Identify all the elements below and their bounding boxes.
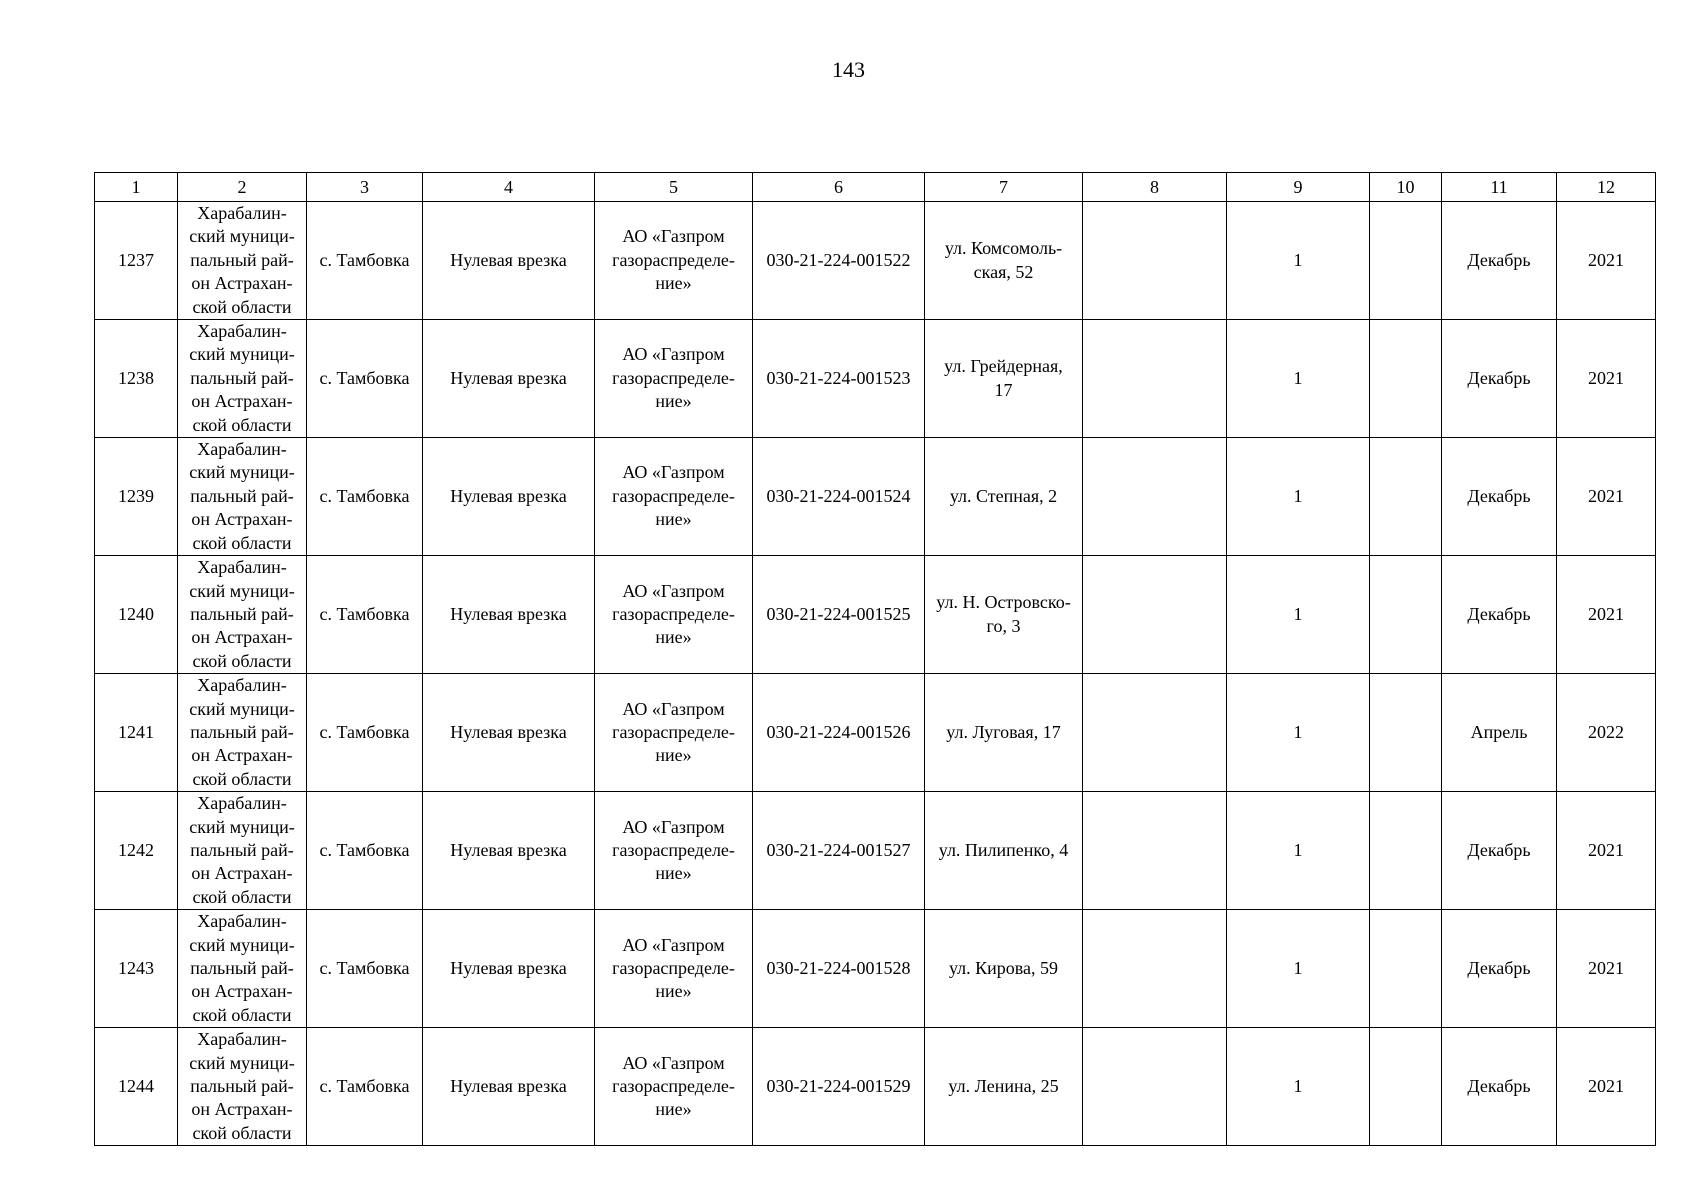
quantity-text: 1 [1293, 367, 1303, 388]
address-cell [925, 556, 1083, 674]
address-text: ул. Комсомоль- ская, 52 [944, 238, 1063, 282]
quantity-cell [1227, 674, 1370, 792]
empty-cell-8 [1083, 202, 1227, 320]
address-text: ул. Н. Островско- го, 3 [936, 592, 1071, 636]
connection-type-cell [423, 1028, 595, 1146]
settlement-cell [307, 910, 423, 1028]
year-cell [1557, 438, 1656, 556]
year-cell [1557, 792, 1656, 910]
object-code-cell [753, 320, 925, 438]
connection-type-text: Нулевая врезка [450, 839, 567, 860]
table-row [95, 910, 1656, 1028]
row-number-text: 1240 [118, 603, 154, 624]
settlement-cell [307, 674, 423, 792]
month-text: Декабрь [1467, 839, 1531, 860]
quantity-cell [1227, 1028, 1370, 1146]
address-text: ул. Степная, 2 [949, 485, 1058, 506]
address-cell [925, 792, 1083, 910]
year-text: 2022 [1588, 721, 1624, 742]
header-cell: 1 [95, 173, 178, 202]
connection-type-cell [423, 674, 595, 792]
year-text: 2021 [1588, 249, 1624, 270]
empty-cell-10 [1370, 320, 1442, 438]
month-text: Декабрь [1467, 367, 1531, 388]
year-cell [1557, 1028, 1656, 1146]
empty-cell-10 [1370, 910, 1442, 1028]
month-cell [1442, 1028, 1557, 1146]
table-row [95, 202, 1656, 320]
empty-cell-10 [1370, 1028, 1442, 1146]
row-number-text: 1243 [118, 958, 154, 978]
settlement-cell [307, 792, 423, 910]
month-cell [1442, 438, 1557, 556]
organization-text: АО «Газпром газораспределе- ние» [612, 1052, 735, 1120]
empty-cell-8 [1083, 438, 1227, 556]
settlement-cell [307, 556, 423, 674]
connection-type-cell [423, 792, 595, 910]
organization-text: АО «Газпром газораспределе- ние» [612, 462, 735, 530]
table-row [95, 792, 1656, 910]
empty-cell-8 [1083, 910, 1227, 1028]
municipality-text: Харабалин- ский муници- пальный рай- он Астрахан- ской области [189, 911, 295, 1025]
table-row [95, 556, 1656, 674]
settlement-text: с. Тамбовка [319, 1076, 410, 1097]
connection-type-text: Нулевая врезка [450, 367, 567, 388]
address-cell [925, 438, 1083, 556]
settlement-text: с. Тамбовка [319, 249, 410, 270]
municipality-cell [178, 202, 307, 320]
empty-cell-8 [1083, 556, 1227, 674]
organization-text: АО «Газпром газораспределе- ние» [612, 226, 735, 294]
year-text: 2021 [1588, 367, 1624, 388]
empty-cell-10 [1370, 202, 1442, 320]
row-number-text: 1242 [118, 839, 154, 860]
address-cell [925, 320, 1083, 438]
month-cell [1442, 792, 1557, 910]
row-number-text: 1239 [118, 485, 154, 506]
quantity-cell [1227, 910, 1370, 1028]
quantity-text: 1 [1293, 603, 1303, 624]
row-number-text: 1241 [118, 721, 154, 742]
organization-cell [595, 910, 753, 1028]
row-number-cell [95, 202, 178, 320]
header-cell: 9 [1227, 173, 1370, 202]
municipality-cell [178, 674, 307, 792]
empty-cell-8 [1083, 1028, 1227, 1146]
year-cell [1557, 910, 1656, 1028]
settlement-cell [307, 438, 423, 556]
header-cell: 11 [1442, 173, 1557, 202]
page-number: 143 [832, 57, 865, 82]
object-code-text: 030-21-224-001529 [766, 1076, 911, 1097]
year-text: 2021 [1588, 958, 1624, 978]
municipality-cell [178, 320, 307, 438]
month-text: Декабрь [1467, 485, 1531, 506]
settlement-text: с. Тамбовка [319, 958, 410, 978]
row-number-text: 1237 [118, 249, 154, 270]
organization-cell [595, 792, 753, 910]
table-row [95, 674, 1656, 792]
settlement-text: с. Тамбовка [319, 839, 410, 860]
month-text: Апрель [1470, 721, 1528, 742]
object-code-text: 030-21-224-001522 [766, 249, 911, 270]
connection-type-text: Нулевая врезка [450, 249, 567, 270]
quantity-text: 1 [1293, 958, 1303, 978]
row-number-cell [95, 556, 178, 674]
year-text: 2021 [1588, 603, 1624, 624]
object-code-cell [753, 556, 925, 674]
object-code-text: 030-21-224-001523 [766, 367, 911, 388]
municipality-text: Харабалин- ский муници- пальный рай- он Астрахан- ской области [189, 321, 295, 435]
header-cell: 12 [1557, 173, 1656, 202]
header-cell: 2 [178, 173, 307, 202]
year-cell [1557, 320, 1656, 438]
row-number-cell [95, 320, 178, 438]
year-cell [1557, 674, 1656, 792]
address-cell [925, 202, 1083, 320]
connection-type-cell [423, 910, 595, 1028]
address-cell [925, 910, 1083, 1028]
object-code-text: 030-21-224-001524 [766, 485, 911, 506]
connection-type-cell [423, 320, 595, 438]
settlement-text: с. Тамбовка [319, 721, 410, 742]
object-code-cell [753, 438, 925, 556]
organization-text: АО «Газпром газораспределе- ние» [612, 816, 735, 884]
header-cell: 4 [423, 173, 595, 202]
address-text: ул. Кирова, 59 [948, 958, 1059, 978]
month-text: Декабрь [1467, 958, 1531, 978]
organization-cell [595, 438, 753, 556]
row-number-cell [95, 910, 178, 1028]
quantity-cell [1227, 202, 1370, 320]
organization-cell [595, 1028, 753, 1146]
organization-cell [595, 556, 753, 674]
table-row [95, 438, 1656, 556]
month-cell [1442, 674, 1557, 792]
quantity-text: 1 [1293, 839, 1303, 860]
settlement-cell [307, 320, 423, 438]
connection-type-cell [423, 202, 595, 320]
connection-type-cell [423, 438, 595, 556]
municipality-text: Харабалин- ский муници- пальный рай- он Астрахан- ской области [189, 557, 295, 671]
empty-cell-8 [1083, 674, 1227, 792]
table-row [95, 320, 1656, 438]
year-text: 2021 [1588, 839, 1624, 860]
settlement-text: с. Тамбовка [319, 367, 410, 388]
row-number-cell [95, 792, 178, 910]
organization-cell [595, 202, 753, 320]
connection-type-text: Нулевая врезка [450, 603, 567, 624]
connection-type-cell [423, 556, 595, 674]
header-cell: 8 [1083, 173, 1227, 202]
quantity-cell [1227, 556, 1370, 674]
address-text: ул. Луговая, 17 [946, 721, 1061, 742]
object-code-text: 030-21-224-001528 [766, 958, 911, 978]
municipality-text: Харабалин- ский муници- пальный рай- он Астрахан- ской области [189, 1029, 295, 1143]
empty-cell-8 [1083, 320, 1227, 438]
organization-text: АО «Газпром газораспределе- ние» [612, 934, 735, 1002]
settlement-text: с. Тамбовка [319, 603, 410, 624]
quantity-cell [1227, 792, 1370, 910]
object-code-text: 030-21-224-001526 [766, 721, 911, 742]
connection-type-text: Нулевая врезка [450, 958, 567, 978]
month-cell [1442, 202, 1557, 320]
connection-type-text: Нулевая врезка [450, 485, 567, 506]
row-number-text: 1238 [118, 367, 154, 388]
row-number-text: 1244 [118, 1076, 154, 1097]
organization-cell [595, 674, 753, 792]
settlement-cell [307, 202, 423, 320]
table-row [95, 1028, 1656, 1146]
quantity-cell [1227, 320, 1370, 438]
address-cell [925, 674, 1083, 792]
object-code-cell [753, 202, 925, 320]
address-cell [925, 1028, 1083, 1146]
header-cell: 6 [753, 173, 925, 202]
month-cell [1442, 556, 1557, 674]
municipality-text: Харабалин- ский муници- пальный рай- он Астрахан- ской области [189, 675, 295, 789]
data-table [94, 172, 1656, 1146]
object-code-cell [753, 674, 925, 792]
municipality-text: Харабалин- ский муници- пальный рай- он Астрахан- ской области [189, 203, 295, 317]
municipality-text: Харабалин- ский муници- пальный рай- он Астрахан- ской области [189, 793, 295, 907]
quantity-text: 1 [1293, 721, 1303, 742]
empty-cell-10 [1370, 792, 1442, 910]
header-cell: 7 [925, 173, 1083, 202]
address-text: ул. Грейдерная, 17 [944, 356, 1063, 400]
quantity-text: 1 [1293, 1076, 1303, 1097]
month-cell [1442, 910, 1557, 1028]
year-text: 2021 [1588, 1076, 1624, 1097]
object-code-text: 030-21-224-001527 [766, 839, 911, 860]
municipality-cell [178, 910, 307, 1028]
year-text: 2021 [1588, 485, 1624, 506]
object-code-text: 030-21-224-001525 [766, 603, 911, 624]
header-row [95, 173, 1656, 202]
quantity-text: 1 [1293, 485, 1303, 506]
municipality-cell [178, 1028, 307, 1146]
header-cell: 10 [1370, 173, 1442, 202]
year-cell [1557, 202, 1656, 320]
quantity-cell [1227, 438, 1370, 556]
connection-type-text: Нулевая врезка [450, 721, 567, 742]
settlement-cell [307, 1028, 423, 1146]
address-text: ул. Ленина, 25 [948, 1076, 1059, 1097]
empty-cell-10 [1370, 674, 1442, 792]
table-body [95, 173, 1656, 1146]
address-text: ул. Пилипенко, 4 [938, 839, 1069, 860]
row-number-cell [95, 438, 178, 556]
month-cell [1442, 320, 1557, 438]
object-code-cell [753, 792, 925, 910]
connection-type-text: Нулевая врезка [450, 1076, 567, 1097]
empty-cell-8 [1083, 792, 1227, 910]
organization-text: АО «Газпром газораспределе- ние» [612, 580, 735, 648]
organization-text: АО «Газпром газораспределе- ние» [612, 344, 735, 412]
month-text: Декабрь [1467, 1076, 1531, 1097]
municipality-cell [178, 556, 307, 674]
empty-cell-10 [1370, 556, 1442, 674]
row-number-cell [95, 674, 178, 792]
month-text: Декабрь [1467, 249, 1531, 270]
header-cell: 3 [307, 173, 423, 202]
header-cell: 5 [595, 173, 753, 202]
municipality-cell [178, 792, 307, 910]
year-cell [1557, 556, 1656, 674]
organization-cell [595, 320, 753, 438]
municipality-cell [178, 438, 307, 556]
row-number-cell [95, 1028, 178, 1146]
month-text: Декабрь [1467, 603, 1531, 624]
organization-text: АО «Газпром газораспределе- ние» [612, 698, 735, 766]
settlement-text: с. Тамбовка [319, 485, 410, 506]
object-code-cell [753, 1028, 925, 1146]
municipality-text: Харабалин- ский муници- пальный рай- он Астрахан- ской области [189, 439, 295, 553]
quantity-text: 1 [1293, 249, 1303, 270]
object-code-cell [753, 910, 925, 1028]
empty-cell-10 [1370, 438, 1442, 556]
